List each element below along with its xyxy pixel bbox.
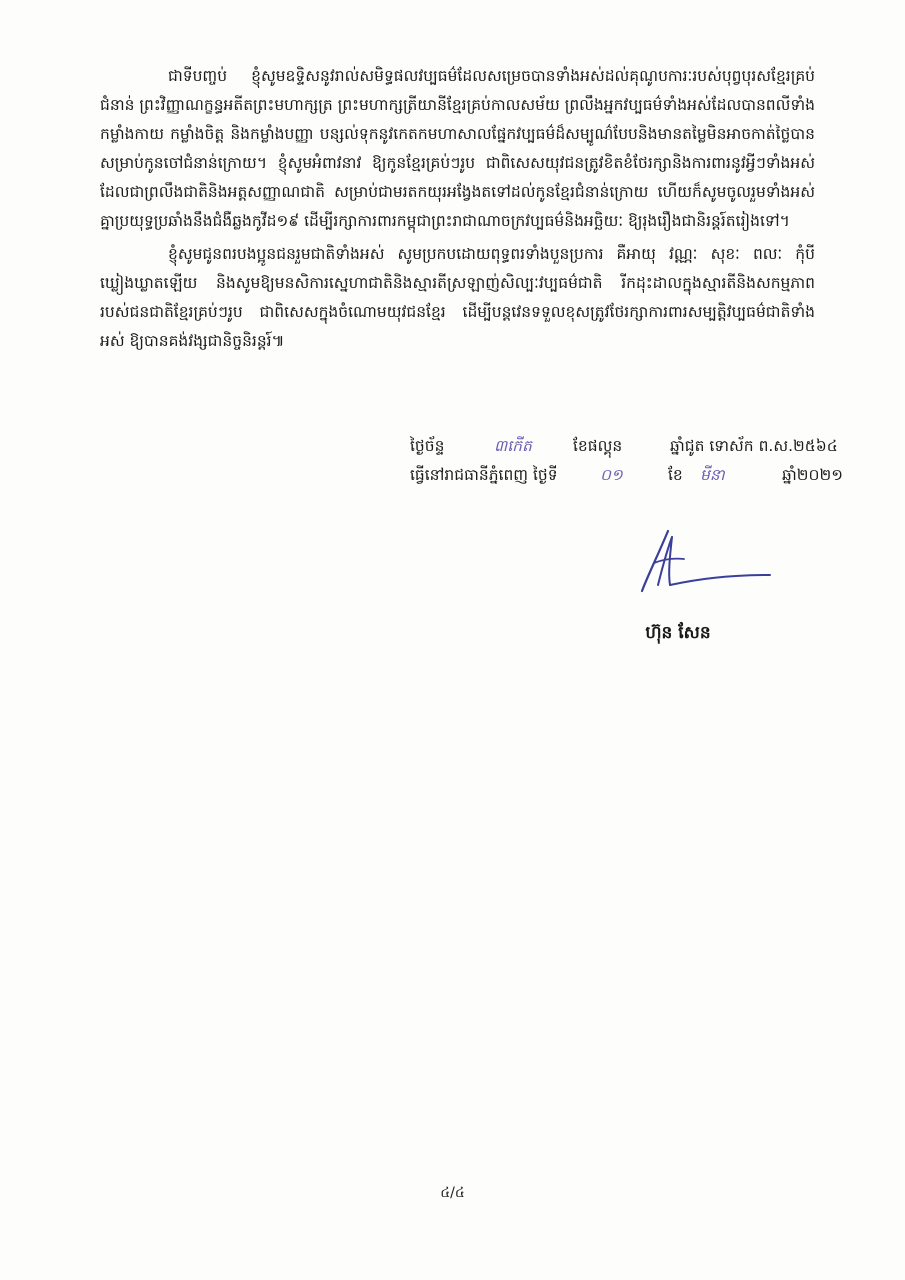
- solar-date-line: [410, 461, 870, 490]
- solar-place-text: ធ្វើនៅរាជធានីភ្នំពេញ ថ្ងៃទី: [410, 466, 558, 484]
- letter-body: [100, 62, 815, 360]
- lunar-day-label: ថ្ងៃច័ន្ទ: [410, 437, 445, 455]
- lunar-date-line: [410, 432, 870, 461]
- page-number: ៤/៤: [440, 1185, 465, 1201]
- blessing-paragraph: ខ្ញុំសូមជូនពរបងប្អូនជនរួមជាតិទាំងអស់ សូមប្រកបដោយពុទ្ធពរទាំងបួនប្រការ គឺអាយុ វណ្ណៈ សុខៈ ពលៈ កុំបីឃ្លៀងឃ្លាតឡើយ និងសូមឱ្យមនសិការស្នេហាជាតិនិងស្មារតីស្រឡាញ់សិល្បៈវប្បធម៌ជាតិ រីកដុះដាលក្នុងស្មារតីនិងសកម្មភាពរបស់ជនជាតិខ្មែរគ្រប់ៗរូប ជាពិសេសក្នុងចំណោមយុវជនខ្មែរ ដើម្បីបន្តវេនទទួលខុសត្រូវថែរក្សាការពារសម្បត្តិវប្បធម៌ជាតិទាំងអស់ ឱ្យបានគង់វង្សជានិច្ចនិរន្តរ៍៕: [100, 245, 815, 350]
- solar-year-text: ឆ្នាំ២០២១: [782, 466, 843, 484]
- lunar-year-text: ឆ្នាំជូត ទោស័ក ព.ស.២៥៦៤: [670, 437, 838, 455]
- lunar-month-label: ខែផល្គុន: [573, 437, 623, 455]
- lunar-day-value: ៣កើត: [494, 437, 532, 455]
- solar-day-value: ០១: [600, 466, 623, 484]
- date-block: [410, 432, 870, 490]
- solar-month-value: មីនា: [700, 466, 725, 484]
- handwritten-signature: [628, 525, 778, 605]
- closing-paragraph: ជាទីបញ្ចប់ ខ្ញុំសូមឧទ្ទិសនូវរាល់សមិទ្ធផលវប្បធម៌ដែលសម្រេចបានទាំងអស់ដល់គុណូបការៈរបស់បុព្វបុរសខ្មែរគ្រប់ជំនាន់ ព្រះវិញ្ញាណក្ខន្ធអតីតព្រះមហាក្សត្រ ព្រះមហាក្សត្រីយានីខ្មែរគ្រប់កាលសម័យ ព្រលឹងអ្នកវប្បធម៌ទាំងអស់ដែលបានពលីទាំងកម្លាំងកាយ កម្លាំងចិត្ត និងកម្លាំងបញ្ញា បន្សល់ទុកនូវកេតកមហាសាលផ្នែកវប្បធម៌ដ៏សម្បូណ៌បែបនិងមានតម្លៃមិនអាចកាត់ថ្លៃបាន សម្រាប់កូនចៅជំនាន់ក្រោយ។ ខ្ញុំសូមអំពាវនាវ ឱ្យកូនខ្មែរគ្រប់ៗរូប ជាពិសេសយុវជនត្រូវខិតខំថែរក្សានិងការពារនូវអ្វីៗទាំងអស់ដែលជាព្រលឹងជាតិនិងអត្តសញ្ញាណជាតិ សម្រាប់ជាមរតកយុរអង្វែងតទៅដល់កូនខ្មែរជំនាន់ក្រោយ ហើយក៏សូមចូលរួមទាំងអស់គ្នាប្រយុទ្ធប្រឆាំងនឹងជំងឺឆ្លងកូវីដ១៩ ដើម្បីរក្សាការពារកម្ពុជាព្រះរាជាណាចក្រវប្បធម៌និងអច្ឆិយៈ ឱ្យរុងរឿងជានិរន្តរ៍តរៀងទៅ។: [100, 67, 815, 230]
- solar-month-label: ខែ: [668, 466, 683, 484]
- signer-name: ហ៊ុន សែន: [645, 623, 711, 643]
